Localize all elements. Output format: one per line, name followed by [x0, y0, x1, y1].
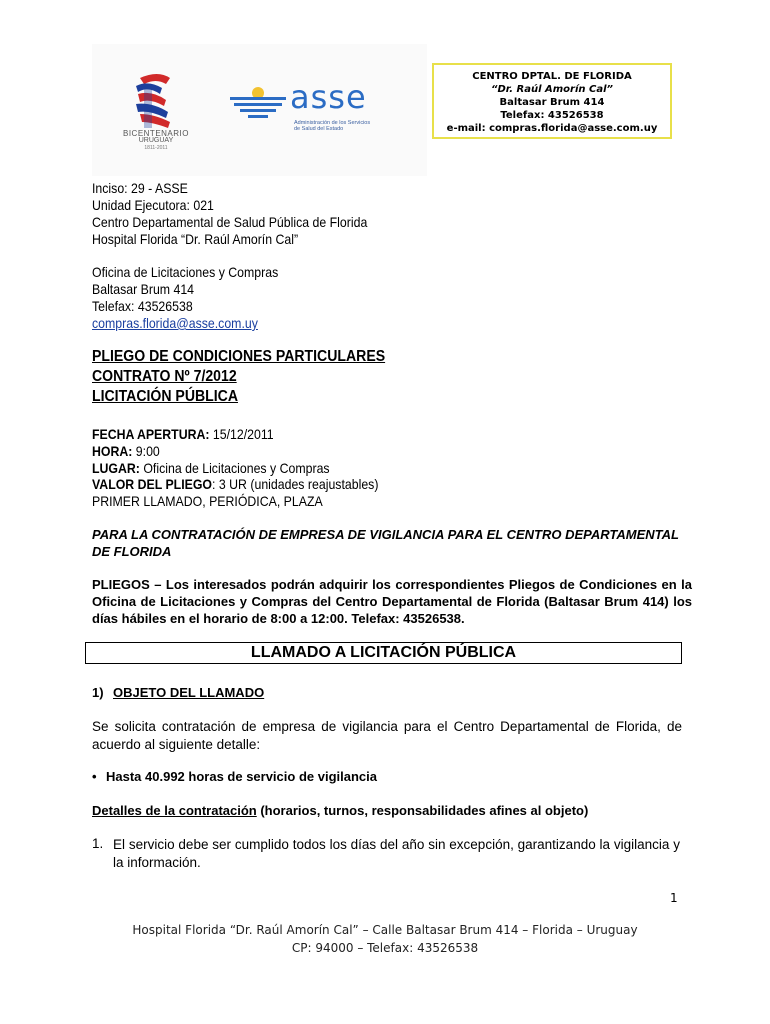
- details-heading-rest: (horarios, turnos, responsabilidades afines al objeto): [256, 803, 589, 818]
- infobox-line-5: e-mail: compras.florida@asse.com.uy: [446, 123, 658, 134]
- infobox-line-2: “Dr. Raúl Amorín Cal”: [491, 84, 613, 95]
- org-unidad: Unidad Ejecutora: 021: [92, 197, 214, 213]
- fecha-label: FECHA APERTURA:: [92, 426, 210, 442]
- llamado-box-heading: LLAMADO A LICITACIÓN PÚBLICA: [85, 642, 682, 664]
- asse-tagline-2: de Salud del Estado: [294, 126, 344, 132]
- bullet-text: Hasta 40.992 horas de servicio de vigilancia: [106, 769, 377, 784]
- detail-llamado: PRIMER LLAMADO, PERIÓDICA, PLAZA: [92, 493, 323, 509]
- office-name: Oficina de Licitaciones y Compras: [92, 264, 279, 280]
- purpose-text: PARA LA CONTRATACIÓN DE EMPRESA DE VIGILANCIA PARA EL CENTRO DEPARTAMENTAL DE FLORIDA: [92, 527, 679, 559]
- detail-hora: [92, 443, 160, 460]
- asse-tagline-1: Administración de los Servicios: [294, 120, 371, 126]
- office-address: Baltasar Brum 414: [92, 281, 195, 297]
- section1-text: Se solicita contratación de empresa de vigilancia para el Centro Departamental de Florida, de acuerdo al siguiente detalle:: [92, 719, 682, 752]
- contact-infobox: [432, 63, 672, 139]
- fecha-value: 15/12/2011: [209, 426, 274, 442]
- office-email-link[interactable]: compras.florida@asse.com.uy: [92, 315, 258, 331]
- valor-value: : 3 UR (unidades reajustables): [212, 476, 379, 492]
- detail-valor: [92, 476, 378, 493]
- lugar-label: LUGAR:: [92, 460, 140, 476]
- footer-line-2: CP: 94000 – Telefax: 43526538: [291, 941, 479, 955]
- bicentenario-text-2: URUGUAY: [138, 137, 174, 144]
- bicentenario-text-3: 1811-2011: [144, 145, 168, 151]
- item1-text: El servicio debe ser cumplido todos los días del año sin excepción, garantizando la vigilancia y la información.: [113, 837, 680, 870]
- office-telefax: Telefax: 43526538: [92, 298, 193, 314]
- title-pliego: PLIEGO DE CONDICIONES PARTICULARES: [92, 348, 386, 365]
- detail-fecha: [92, 426, 274, 443]
- asse-brand: asse: [290, 78, 367, 116]
- title-contrato: CONTRATO Nº 7/2012: [92, 368, 237, 385]
- footer-line-1: Hospital Florida “Dr. Raúl Amorín Cal” – Calle Baltasar Brum 414 – Florida – Uruguay: [132, 923, 638, 937]
- page-number: 1: [670, 891, 678, 905]
- pliegos-paragraph: PLIEGOS – Los interesados podrán adquirir los correspondientes Pliegos de Condiciones en la Oficina de Licitaciones y Compras del Centro Departamental de Florida (Baltasar Brum 414) los días hábiles en el horario de 8:00 a 12:00. Telefax: 43526538.: [92, 577, 692, 626]
- infobox-line-4: Telefax: 43526538: [500, 110, 604, 121]
- bicentenario-emblem-icon: [118, 72, 198, 134]
- bicentenario-text-1: BICENTENARIO: [122, 129, 189, 138]
- detail-lugar: [92, 460, 330, 477]
- bullet-item: [92, 769, 377, 784]
- details-heading: Detalles de la contratación: [92, 803, 257, 818]
- section1-number: 1): [92, 685, 104, 700]
- org-centro: Centro Departamental de Salud Pública de Florida: [92, 214, 368, 230]
- title-licitacion: LICITACIÓN PÚBLICA: [92, 388, 239, 405]
- org-inciso: Inciso: 29 - ASSE: [92, 180, 188, 196]
- infobox-line-1: CENTRO DPTAL. DE FLORIDA: [472, 71, 632, 82]
- asse-logo: [228, 78, 398, 134]
- infobox-line-3: Baltasar Brum 414: [499, 97, 605, 108]
- hora-label: HORA:: [92, 443, 133, 459]
- item1-number: 1.: [92, 836, 104, 851]
- details-heading-line: [92, 803, 588, 818]
- section1-heading: OBJETO DEL LLAMADO: [113, 685, 265, 700]
- bullet-dot-icon: •: [92, 769, 97, 784]
- lugar-value: Oficina de Licitaciones y Compras: [139, 460, 330, 476]
- asse-sun-icon: [228, 84, 288, 118]
- bicentenario-logo: [118, 72, 198, 152]
- valor-label: VALOR DEL PLIEGO: [92, 476, 213, 492]
- hora-value: 9:00: [132, 443, 160, 459]
- org-hospital: Hospital Florida “Dr. Raúl Amorín Cal”: [92, 231, 299, 247]
